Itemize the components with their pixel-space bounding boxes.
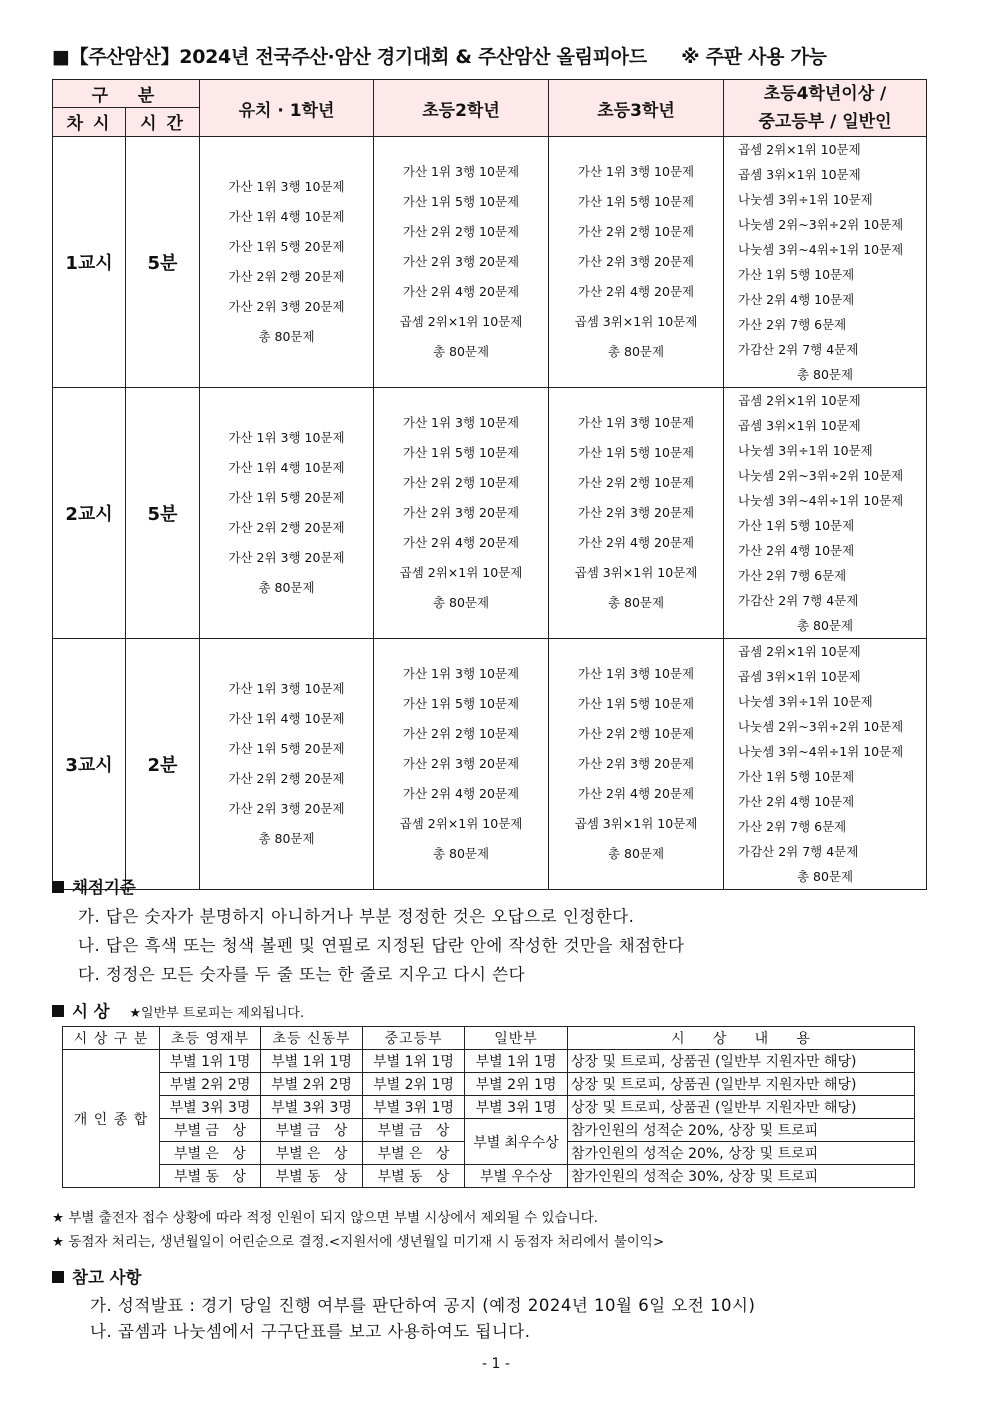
schedule-table [52,79,927,890]
problem-line: 가산 1위 5행 10문제 [577,696,695,711]
problem-line: 가산 2위 4행 10문제 [738,292,855,307]
award-content: 상장 및 트로피, 상품권 (일반부 지원자만 해당) [568,1050,915,1073]
problem-line: 가산 2위 3행 20문제 [228,550,345,565]
awards-header: 시 상 구 분 [63,1027,160,1050]
problem-line: 가산 2위 7행 6문제 [738,819,847,834]
problem-line: 가산 2위 2행 10문제 [577,726,695,741]
problem-line: 곱셈 2위×1위 10문제 [399,314,523,329]
problem-line: 가산 2위 3행 20문제 [577,505,695,520]
problem-line: 가산 2위 4행 20문제 [402,786,520,801]
problem-line: 가산 2위 4행 20문제 [577,535,695,550]
problem-line: 가산 2위 3행 20문제 [577,254,695,269]
award-cell: 부별 2위 2명 [160,1073,261,1096]
scoring-item: 나. 답은 흑색 또는 청색 볼펜 및 연필로 지정된 답란 안에 작성한 것만을 채점한다 [78,936,685,955]
awards-footnote: ★ 동점자 처리는, 생년월일이 어린순으로 결정.<지원서에 생년월일 미기재 시 동점자 처리에서 불이익> [52,1234,665,1250]
award-cell: 부별 3위 3명 [261,1096,363,1119]
problem-line: 가산 2위 4행 10문제 [738,543,855,558]
award-content: 참가인원의 성적순 20%, 상장 및 트로피 [568,1142,915,1165]
problem-line: 가산 1위 5행 10문제 [738,267,855,282]
problem-total: 총 80문제 [796,618,854,633]
award-cell: 부별 금 상 [160,1119,261,1142]
problem-line: 가산 2위 2행 10문제 [402,726,520,741]
problem-line: 가산 2위 3행 20문제 [402,505,520,520]
problem-line: 가산 2위 2행 10문제 [402,475,520,490]
problem-line: 곱셈 3위×1위 10문제 [574,816,698,831]
problem-total: 총 80문제 [258,831,315,846]
award-cell: 부별 1위 1명 [465,1050,568,1073]
award-cell: 부별 1위 1명 [363,1050,465,1073]
grade4-problems [724,388,927,639]
award-cell: 부별 은 상 [160,1142,261,1165]
award-content: 참가인원의 성적순 20%, 상장 및 트로피 [568,1119,915,1142]
problem-line: 가산 2위 7행 6문제 [738,568,847,583]
awards-heading: 시 상 ★일반부 트로피는 제외됩니다. [52,998,304,1022]
problem-line: 가산 2위 3행 20문제 [402,756,520,771]
problem-line: 가산 1위 4행 10문제 [228,460,345,475]
header-grade1: 유치 · 1학년 [200,80,374,137]
awards-header: 초등 신동부 [261,1027,363,1050]
scoring-heading: 채점기준 [52,874,136,898]
problem-line: 가산 2위 4행 20문제 [577,284,695,299]
problem-total: 총 80문제 [796,367,854,382]
problem-line: 가산 2위 2행 10문제 [577,224,695,239]
award-cell: 부별 3위 3명 [160,1096,261,1119]
award-cell: 부별 3위 1명 [465,1096,568,1119]
problem-line: 가산 2위 4행 20문제 [402,535,520,550]
problem-line: 가산 2위 3행 20문제 [228,299,345,314]
problem-total: 총 80문제 [432,846,490,861]
problem-line: 가산 1위 4행 10문제 [228,711,345,726]
problem-line: 가산 2위 4행 20문제 [577,786,695,801]
problem-line: 가산 1위 5행 20문제 [228,741,345,756]
award-cell: 부별 동 상 [363,1165,465,1188]
schedule-row [53,639,927,890]
awards-row [63,1050,915,1073]
problem-line: 나눗셈 2위~3위÷2위 10문제 [738,719,904,734]
award-cell: 부별 우수상 [465,1165,568,1188]
grade2-problems [374,388,549,639]
header-group: 구 분 [53,80,200,108]
problem-line: 가산 1위 5행 10문제 [402,194,520,209]
award-cell: 부별 최우수상 [465,1119,568,1165]
problem-line: 가산 1위 5행 20문제 [228,239,345,254]
problem-line: 가산 1위 5행 10문제 [402,696,520,711]
header-grade2: 초등2학년 [374,80,549,137]
problem-line: 가산 2위 4행 10문제 [738,794,855,809]
problem-line: 가산 1위 5행 10문제 [738,518,855,533]
abacus-note: ※ 주판 사용 가능 [681,46,827,68]
awards-header: 중고등부 [363,1027,465,1050]
problem-line: 가산 1위 5행 10문제 [577,445,695,460]
problem-line: 가산 2위 2행 10문제 [402,224,520,239]
schedule-row [53,388,927,639]
problem-line: 곱셈 2위×1위 10문제 [738,644,861,659]
problem-line: 나눗셈 3위÷1위 10문제 [738,443,873,458]
award-cell: 부별 1위 1명 [261,1050,363,1073]
scoring-item: 가. 답은 숫자가 분명하지 아니하거나 부분 정정한 것은 오답으로 인정한다. [78,907,635,926]
problem-line: 가산 2위 2행 20문제 [228,771,345,786]
problem-line: 가산 1위 4행 10문제 [228,209,345,224]
header-grade3: 초등3학년 [549,80,724,137]
award-content: 상장 및 트로피, 상품권 (일반부 지원자만 해당) [568,1073,915,1096]
problem-total: 총 80문제 [258,329,315,344]
problem-line: 가산 1위 3행 10문제 [402,415,520,430]
problem-total: 총 80문제 [796,869,854,884]
header-grade4-line1: 초등4학년이상 / [763,84,887,104]
award-cell: 부별 2위 1명 [465,1073,568,1096]
reference-item: 나. 곱셈과 나눗셈에서 구구단표를 보고 사용하여도 됩니다. [90,1322,531,1341]
grade4-problems [724,137,927,388]
square-bullet-icon [52,1271,64,1283]
problem-total: 총 80문제 [432,595,490,610]
awards-note: ★일반부 트로피는 제외됩니다. [129,1006,305,1021]
problem-line: 나눗셈 3위~4위÷1위 10문제 [738,242,904,257]
grade1-problems [200,137,374,388]
problem-line: 가산 1위 3행 10문제 [228,430,345,445]
problem-line: 가산 2위 7행 6문제 [738,317,847,332]
problem-line: 곱셈 3위×1위 10문제 [738,669,861,684]
problem-line: 가산 1위 3행 10문제 [228,179,345,194]
award-cell: 부별 은 상 [363,1142,465,1165]
awards-footnote: ★ 부별 출전자 접수 상황에 따라 적정 인원이 되지 않으면 부별 시상에서 제외될 수 있습니다. [52,1210,598,1226]
grade1-problems [200,639,374,890]
award-cell: 부별 은 상 [261,1142,363,1165]
problem-line: 가산 1위 3행 10문제 [577,415,695,430]
problem-line: 가산 2위 4행 20문제 [402,284,520,299]
problem-line: 가산 1위 5행 10문제 [738,769,855,784]
grade3-problems [549,639,724,890]
header-grade4 [724,80,927,137]
square-bullet-icon [52,881,64,893]
period-label: 1교시 [53,137,126,388]
awards-header: 일반부 [465,1027,568,1050]
problem-line: 가산 1위 3행 10문제 [228,681,345,696]
grade4-problems [724,639,927,890]
scoring-item: 다. 정정은 모든 숫자를 두 줄 또는 한 줄로 지우고 다시 쓴다 [78,965,526,984]
problem-line: 가산 2위 3행 20문제 [577,756,695,771]
problem-line: 가감산 2위 7행 4문제 [738,342,859,357]
award-cell: 부별 동 상 [261,1165,363,1188]
problem-total: 총 80문제 [607,595,665,610]
problem-total: 총 80문제 [432,344,490,359]
problem-line: 곱셈 3위×1위 10문제 [574,314,698,329]
awards-table [62,1026,915,1188]
square-bullet-icon [52,1005,64,1017]
awards-group-label: 개 인 종 합 [63,1050,160,1188]
period-label: 2교시 [53,388,126,639]
schedule-header-row [53,80,927,108]
awards-header: 시 상 내 용 [568,1027,915,1050]
problem-line: 나눗셈 3위÷1위 10문제 [738,694,873,709]
header-grade4-line2: 중고등부 / 일반인 [758,112,892,132]
problem-line: 가산 1위 3행 10문제 [402,666,520,681]
document-title [52,42,932,69]
awards-row [63,1119,915,1142]
problem-line: 가감산 2위 7행 4문제 [738,593,859,608]
problem-line: 가산 2위 2행 10문제 [577,475,695,490]
award-cell: 부별 3위 1명 [363,1096,465,1119]
problem-line: 가산 1위 5행 20문제 [228,490,345,505]
award-cell: 부별 2위 2명 [261,1073,363,1096]
problem-line: 곱셈 3위×1위 10문제 [738,418,861,433]
problem-line: 곱셈 2위×1위 10문제 [399,816,523,831]
grade2-problems [374,639,549,890]
problem-line: 가산 2위 3행 20문제 [228,801,345,816]
grade3-problems [549,137,724,388]
problem-line: 곱셈 2위×1위 10문제 [399,565,523,580]
problem-line: 곱셈 3위×1위 10문제 [738,167,861,182]
period-label: 3교시 [53,639,126,890]
award-content: 상장 및 트로피, 상품권 (일반부 지원자만 해당) [568,1096,915,1119]
problem-line: 나눗셈 3위~4위÷1위 10문제 [738,744,904,759]
time-label: 5분 [126,137,200,388]
award-cell: 부별 금 상 [261,1119,363,1142]
problem-line: 가산 2위 2행 20문제 [228,269,345,284]
problem-line: 가산 1위 3행 10문제 [577,164,695,179]
problem-line: 나눗셈 2위~3위÷2위 10문제 [738,468,904,483]
problem-line: 가산 1위 3행 10문제 [577,666,695,681]
time-label: 5분 [126,388,200,639]
awards-header-row [63,1027,915,1050]
awards-row [63,1165,915,1188]
problem-line: 가산 1위 3행 10문제 [402,164,520,179]
title-text: ■【주산암산】2024년 전국주산·암산 경기대회 & 주산암산 올림피아드 [52,46,647,68]
grade1-problems [200,388,374,639]
award-cell: 부별 1위 1명 [160,1050,261,1073]
problem-line: 가산 1위 5행 10문제 [577,194,695,209]
problem-line: 곱셈 2위×1위 10문제 [738,142,861,157]
problem-line: 가산 2위 2행 20문제 [228,520,345,535]
awards-header: 초등 영재부 [160,1027,261,1050]
awards-row [63,1073,915,1096]
award-cell: 부별 동 상 [160,1165,261,1188]
schedule-row [53,137,927,388]
header-time: 시 간 [126,107,200,136]
problem-line: 가산 2위 3행 20문제 [402,254,520,269]
award-content: 참가인원의 성적순 30%, 상장 및 트로피 [568,1165,915,1188]
problem-line: 나눗셈 3위÷1위 10문제 [738,192,873,207]
problem-total: 총 80문제 [607,846,665,861]
problem-total: 총 80문제 [258,580,315,595]
grade3-problems [549,388,724,639]
reference-item: 가. 성적발표 : 경기 당일 진행 여부를 판단하여 공지 (예정 2024년 10월 6일 오전 10시) [90,1296,756,1315]
time-label: 2분 [126,639,200,890]
problem-line: 곱셈 2위×1위 10문제 [738,393,861,408]
awards-row [63,1096,915,1119]
problem-line: 곱셈 3위×1위 10문제 [574,565,698,580]
page-number: - 1 - [482,1356,510,1372]
problem-line: 가감산 2위 7행 4문제 [738,844,859,859]
problem-line: 가산 1위 5행 10문제 [402,445,520,460]
award-cell: 부별 금 상 [363,1119,465,1142]
header-period: 차 시 [53,107,126,136]
reference-heading: 참고 사항 [52,1264,142,1288]
problem-total: 총 80문제 [607,344,665,359]
award-cell: 부별 2위 1명 [363,1073,465,1096]
grade2-problems [374,137,549,388]
problem-line: 나눗셈 2위~3위÷2위 10문제 [738,217,904,232]
problem-line: 나눗셈 3위~4위÷1위 10문제 [738,493,904,508]
